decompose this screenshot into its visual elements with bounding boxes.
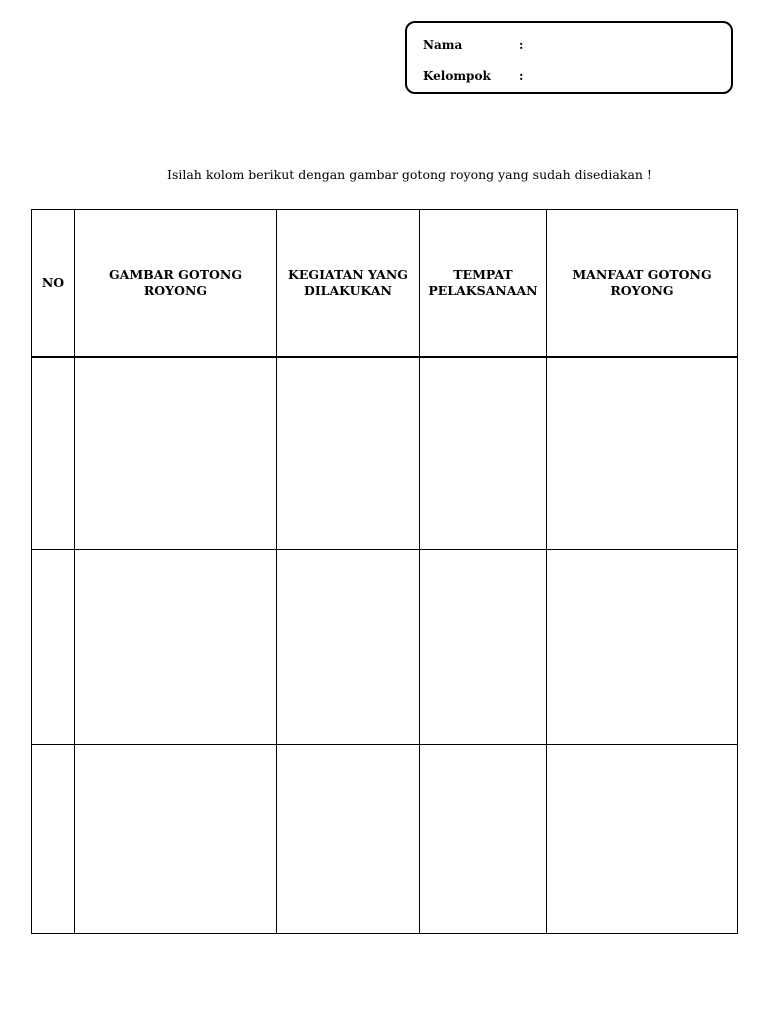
group-label: Kelompok xyxy=(423,69,491,83)
cell-place[interactable] xyxy=(420,745,547,934)
cell-picture[interactable] xyxy=(75,357,277,550)
header-row xyxy=(32,210,738,358)
name-row xyxy=(423,38,529,52)
header-activity: KEGIATAN YANG DILAKUKAN xyxy=(277,210,420,358)
name-colon: : xyxy=(519,38,524,52)
group-row xyxy=(423,69,529,83)
worksheet-table xyxy=(31,209,738,934)
cell-benefit[interactable] xyxy=(547,550,738,745)
header-picture: GAMBAR GOTONG ROYONG xyxy=(75,210,277,358)
cell-picture[interactable] xyxy=(75,745,277,934)
cell-place[interactable] xyxy=(420,550,547,745)
cell-place[interactable] xyxy=(420,357,547,550)
cell-benefit[interactable] xyxy=(547,745,738,934)
identity-box xyxy=(405,21,733,94)
cell-activity[interactable] xyxy=(277,550,420,745)
instruction-text: Isilah kolom berikut dengan gambar gotong royong yang sudah disediakan ! xyxy=(167,167,652,182)
header-benefit: MANFAAT GOTONG ROYONG xyxy=(547,210,738,358)
table-row xyxy=(32,550,738,745)
cell-no[interactable] xyxy=(32,357,75,550)
cell-activity[interactable] xyxy=(277,357,420,550)
header-no: NO xyxy=(32,210,75,358)
cell-no[interactable] xyxy=(32,745,75,934)
cell-activity[interactable] xyxy=(277,745,420,934)
cell-picture[interactable] xyxy=(75,550,277,745)
cell-no[interactable] xyxy=(32,550,75,745)
group-colon: : xyxy=(519,69,524,83)
table-row xyxy=(32,745,738,934)
cell-benefit[interactable] xyxy=(547,357,738,550)
table-row xyxy=(32,357,738,550)
name-label: Nama xyxy=(423,38,463,52)
header-place: TEMPAT PELAKSANAAN xyxy=(420,210,547,358)
